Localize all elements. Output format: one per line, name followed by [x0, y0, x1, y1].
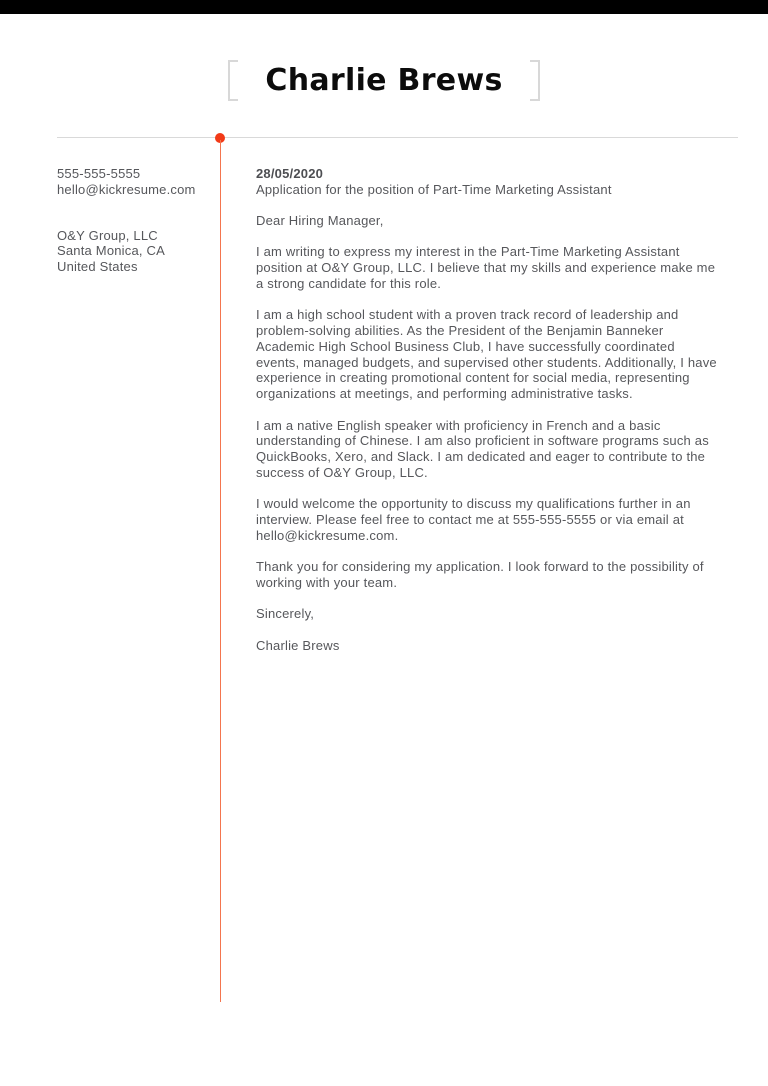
contact-info — [57, 166, 232, 198]
company-city: Santa Monica, CA — [57, 243, 165, 259]
right-bracket-decoration — [530, 60, 540, 101]
left-bracket-decoration — [228, 60, 238, 101]
header — [0, 59, 768, 102]
closing: Sincerely, — [256, 606, 315, 622]
salutation: Dear Hiring Manager, — [256, 213, 384, 229]
paragraph-4: I would welcome the opportunity to discuss my qualifications further in an interview. Please feel free to contact me at 555-555-5555 or via email at hello@kickresume.com. — [256, 496, 691, 543]
company-name: O&Y Group, LLC — [57, 227, 158, 243]
paragraph-3: I am a native English speaker with proficiency in French and a basic understanding of Chinese. I am also proficient in software programs such as QuickBooks, Xero, and Slack. I am dedicated and eager to contribute to the success of O&Y Group, LLC. — [256, 417, 709, 480]
header-divider-line — [57, 137, 738, 138]
page-title: Charlie Brews — [265, 62, 503, 98]
top-black-bar — [0, 0, 768, 14]
letter-subject: Application for the position of Part-Time Marketing Assistant — [256, 181, 612, 197]
paragraph-5: Thank you for considering my application. I look forward to the possibility of working with your team. — [256, 559, 704, 590]
signature: Charlie Brews — [256, 637, 340, 653]
paragraph-2: I am a high school student with a proven track record of leadership and problem-solving abilities. As the President of the Benjamin Banneker Academic High School Business Club, I have successfully coordinated events, managed budgets, and supervised other students. Additionally, I have experience in creating promotional content for social media, representing organizations at meetings, and performing administrative tasks. — [256, 307, 717, 402]
company-country: United States — [57, 259, 138, 275]
email-address: hello@kickresume.com — [57, 181, 196, 197]
letter-date: 28/05/2020 — [256, 166, 324, 181]
contact-sidebar — [57, 166, 232, 275]
letter-body — [256, 166, 720, 653]
recipient-address — [57, 228, 232, 275]
phone-number: 555-555-5555 — [57, 166, 141, 181]
paragraph-1: I am writing to express my interest in the Part-Time Marketing Assistant position at O&Y Group, LLC. I believe that my skills and experience make me a strong candidate for this role. — [256, 244, 716, 291]
